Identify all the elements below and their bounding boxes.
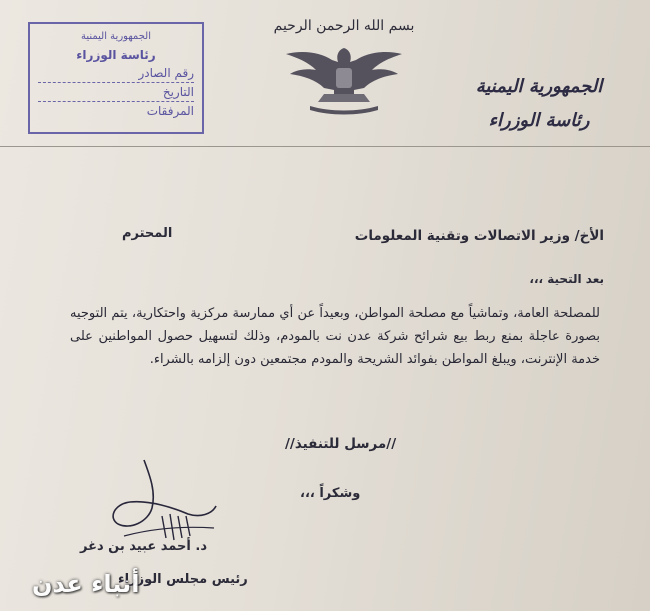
- instruction-line: //مرسل للتنفيذ//: [285, 436, 397, 452]
- stamp-number-field: رقم الصادر: [38, 64, 194, 83]
- thanks-line: وشكراً ،،،: [300, 486, 361, 501]
- signatory-name: د. أحمد عبيد بن دغر: [80, 539, 207, 554]
- greeting: بعد التحية ،،،: [529, 272, 604, 286]
- stamp-country: الجمهورية اليمنية: [80, 31, 151, 42]
- stamp-attachments-field: المرفقات: [146, 104, 194, 118]
- basmala: بسم الله الرحمن الرحيم: [273, 18, 415, 34]
- office-name: رئاسة الوزراء: [488, 110, 590, 131]
- respected-label: المحترم: [122, 226, 173, 241]
- addressee: الأخ/ وزير الاتصالات وتقنية المعلومات: [354, 228, 604, 244]
- header-divider: [0, 146, 650, 147]
- handwritten-signature-icon: [104, 456, 224, 546]
- eagle-emblem-icon: [280, 38, 408, 118]
- country-name: الجمهورية اليمنية: [475, 76, 603, 97]
- signatory-title: رئيس مجلس الوزراء: [118, 572, 248, 587]
- stamp-date-field: التاريخ: [38, 83, 194, 102]
- stamp-office: رئاسة الوزراء: [76, 48, 156, 62]
- letter-body: للمصلحة العامة، وتماشياً مع مصلحة المواطن، وبعيداً عن أي ممارسة مركزية واحتكارية، يتم التوجيه بصورة عاجلة بمنع ربط بيع شرائح شركة عدن نت بالمودم، وذلك لتسهيل حصول المواطنين على خدمة الإنترنت، ويبلغ المواطن بفوائد الشريحة والمودم مجتمعين دون إلزامه بالشراء.: [70, 306, 600, 367]
- registry-stamp: [28, 22, 204, 134]
- news-watermark: أنباء عدن: [32, 570, 140, 598]
- letterhead-title: [454, 70, 624, 138]
- emblem-block: [268, 18, 420, 118]
